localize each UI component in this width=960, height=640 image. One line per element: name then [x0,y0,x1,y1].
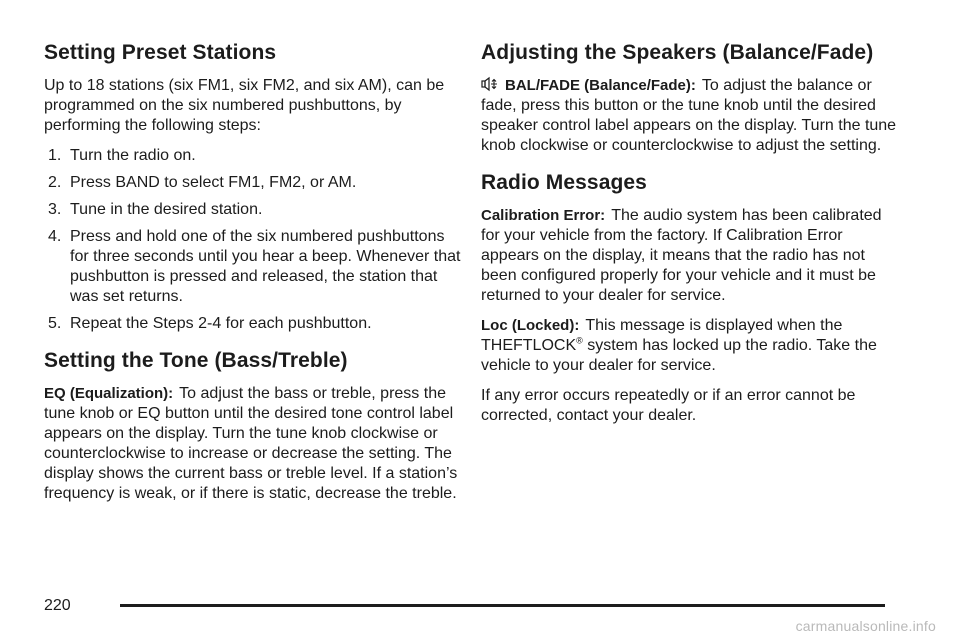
page-number: 220 [44,597,71,614]
radio-messages-section [481,170,901,426]
list-item: 3. Tune in the desired station. [48,201,263,218]
right-column [481,40,901,440]
list-item: 2. Press BAND to select FM1, FM2, or AM. [48,174,357,191]
calibration-body: The audio system has been calibrated for your vehicle from the factory. If Calibration Error appears on the display, it means that the radio has not been configured properly for your vehicle and it must be returned to your dealer for service. [481,207,882,304]
error-paragraph: If any error occurs repeatedly or if an error cannot be corrected, contact your dealer. [481,387,856,424]
speakers-section [481,40,901,156]
left-column [44,40,464,518]
bal-fade-label: BAL/FADE (Balance/Fade): [505,77,696,94]
footer-divider [120,604,885,607]
preset-steps-list [44,146,464,334]
locked-body-1: This message is displayed when the THEFTLOCK [481,317,843,354]
registered-mark: ® [576,335,583,346]
tone-section [44,348,464,504]
list-item: 1. Turn the radio on. [48,147,196,164]
locked-label: Loc (Locked): [481,317,580,334]
radio-messages-heading: Radio Messages [481,171,647,194]
tone-heading: Setting the Tone (Bass/Treble) [44,349,348,372]
locked-paragraph [481,316,901,376]
preset-stations-intro: Up to 18 stations (six FM1, six FM2, and six AM), can be programmed on the six numbered pushbuttons, by performing the following steps: [44,77,445,134]
tone-body: To adjust the bass or treble, press the tune knob or EQ button until the desired tone control label appears on the display. Turn the tune knob clockwise or counterclockwise to increase or decrease the setting. The display shows the current bass or treble level. If a station’s frequency is weak, or if there is static, decrease the treble. [44,385,458,502]
speakers-body: To adjust the balance or fade, press this button or the tune knob until the desired speaker control label appears on the display. Turn the tune knob clockwise or counterclockwise to adjust the setting. [481,77,897,154]
calibration-paragraph [481,206,901,306]
eq-label: EQ (Equalization): [44,385,174,402]
watermark: carmanualsonline.info [795,618,936,634]
speaker-balance-icon [481,76,499,92]
speakers-heading: Adjusting the Speakers (Balance/Fade) [481,41,874,64]
calibration-label: Calibration Error: [481,207,606,224]
preset-stations-section [44,40,464,334]
list-item: 4. Press and hold one of the six numbered pushbuttons for three seconds until you hear a beep. Whenever that pushbutton is pressed and released, the station that was set returns. [48,228,461,305]
list-item: 5. Repeat the Steps 2-4 for each pushbutton. [48,315,372,332]
preset-stations-heading: Setting Preset Stations [44,41,277,64]
locked-body-2: system has locked up the radio. Take the vehicle to your dealer for service. [481,337,877,374]
speakers-paragraph [481,76,901,156]
tone-paragraph [44,384,464,504]
